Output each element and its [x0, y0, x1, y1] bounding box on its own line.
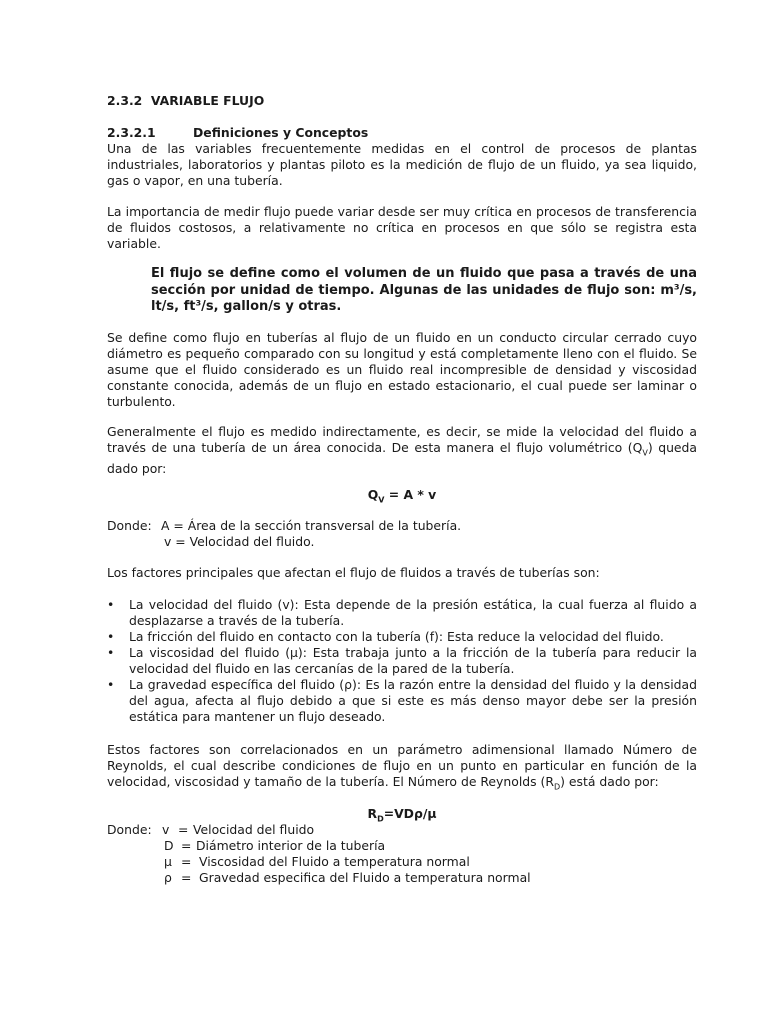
- subsection-number: 2.3.2.1: [107, 125, 156, 140]
- list-item: [107, 597, 697, 629]
- factor-specific-gravity: La gravedad específica del fluido (ρ): Es la razón entre la densidad del fluido y la densidad del agua, afecta al flujo debido a que si este es más denso mayor debe ser la presión estática para mantener un flujo deseado.: [129, 677, 697, 724]
- factor-velocity: La velocidad del fluido (v): Esta depende de la presión estática, la cual fuerza al fluido a desplazarse a través de la tubería.: [129, 597, 697, 628]
- bullet-icon: •: [107, 645, 115, 660]
- list-item: [107, 677, 697, 725]
- variable-symbol: ρ: [164, 870, 172, 885]
- variable-description: Velocidad del fluido: [193, 822, 315, 837]
- section-title: VARIABLE FLUJO: [150, 93, 265, 108]
- bullet-icon: •: [107, 629, 115, 644]
- paragraph-measurement: [107, 424, 697, 477]
- subsection-title: Definiciones y Conceptos: [193, 125, 369, 140]
- paragraph-measurement-start: Generalmente el flujo es medido indirectamente, es decir, se mide la velocidad del fluido a través de una tubería de un área conocida. De esta manera el flujo volumétrico (Q: [107, 424, 697, 455]
- paragraph-factors-intro: Los factores principales que afectan el flujo de fluidos a través de tuberías son:: [107, 565, 600, 580]
- bullet-icon: •: [107, 677, 115, 692]
- subscript-d: D: [553, 782, 561, 792]
- variable-equals: =: [181, 838, 192, 853]
- paragraph-importance: La importancia de medir flujo puede variar desde ser muy crítica en procesos de transferencia de fluidos costosos, a relativamente no crítica en procesos en que sólo se registra esta variable.: [107, 204, 697, 251]
- factors-list: [107, 597, 697, 725]
- list-item: [107, 645, 697, 677]
- variable-equals: =: [181, 870, 192, 885]
- paragraph-reynolds-end: ) está dado por:: [560, 774, 659, 789]
- list-item: [107, 629, 697, 645]
- where-label-2: Donde:: [107, 822, 152, 837]
- paragraph-reynolds-start: Estos factores son correlacionados en un parámetro adimensional llamado Número de Reynolds, el cual describe condiciones de flujo en un punto en particular en función de la velocidad, viscosidad y tamaño de la tubería. El Número de Reynolds (R: [107, 742, 697, 789]
- variable-symbol: v: [162, 822, 170, 837]
- paragraph-reynolds: [107, 742, 697, 795]
- section-number: 2.3.2: [107, 93, 143, 108]
- where-label-1: Donde:: [107, 518, 152, 533]
- flow-formula-sub: V: [378, 495, 385, 505]
- variable-description: Diámetro interior de la tubería: [196, 838, 386, 853]
- factor-friction: La fricción del fluido en contacto con la tubería (f): Esta reduce la velocidad del fluido.: [129, 629, 664, 644]
- subsection-heading: [107, 125, 368, 141]
- variable-description: Gravedad especifica del Fluido a temperatura normal: [199, 870, 531, 885]
- reynolds-formula-lhs: R: [367, 806, 378, 821]
- formula-definitions-1: [107, 518, 697, 550]
- reynolds-formula-sub: D: [377, 814, 384, 824]
- flow-formula: [107, 487, 697, 508]
- paragraph-intro: Una de las variables frecuentemente medidas en el control de procesos de plantas industriales, laboratorios y plantas piloto es la medición de flujo de un fluido, ya sea liquido, gas o vapor, en una tubería.: [107, 141, 697, 188]
- variable-equals: =: [178, 822, 189, 837]
- paragraph-pipe-flow: Se define como flujo en tuberías al flujo de un fluido en un conducto circular cerrado cuyo diámetro es pequeño comparado con su longitud y está completamente lleno con el fluido. Se asume que el fluido considerado es un fluido real incompresible de densidad y viscosidad constante conocida, además de un flujo en estado estacionario, el cual puede ser laminar o turbulento.: [107, 330, 697, 409]
- variable-equals: =: [181, 854, 192, 869]
- definition-block: El flujo se define como el volumen de un fluido que pasa a través de una sección por unidad de tiempo. Algunas de las unidades de flujo son: m³/s, lt/s, ft³/s, gallon/s y otras.: [151, 266, 697, 314]
- definition-velocity: v = Velocidad del fluido.: [164, 534, 315, 549]
- subscript-v: V: [642, 448, 648, 458]
- paragraph-measurement-end: ) queda dado por:: [107, 440, 698, 477]
- bullet-icon: •: [107, 597, 115, 612]
- flow-formula-rhs: = A * v: [384, 487, 437, 502]
- reynolds-formula-rhs: =VDρ/μ: [383, 806, 437, 821]
- factor-viscosity: La viscosidad del fluido (μ): Esta trabaja junto a la fricción de la tubería para reducir la velocidad del fluido en las cercanías de la pared de la tubería.: [129, 645, 697, 676]
- section-heading: [107, 93, 264, 109]
- variable-symbol: D: [164, 838, 174, 853]
- variable-symbol: μ: [164, 854, 172, 869]
- flow-formula-lhs: Q: [367, 487, 379, 502]
- variable-description: Viscosidad del Fluido a temperatura normal: [199, 854, 470, 869]
- definition-area: A = Área de la sección transversal de la tubería.: [161, 518, 462, 533]
- formula-definitions-2: [107, 822, 697, 886]
